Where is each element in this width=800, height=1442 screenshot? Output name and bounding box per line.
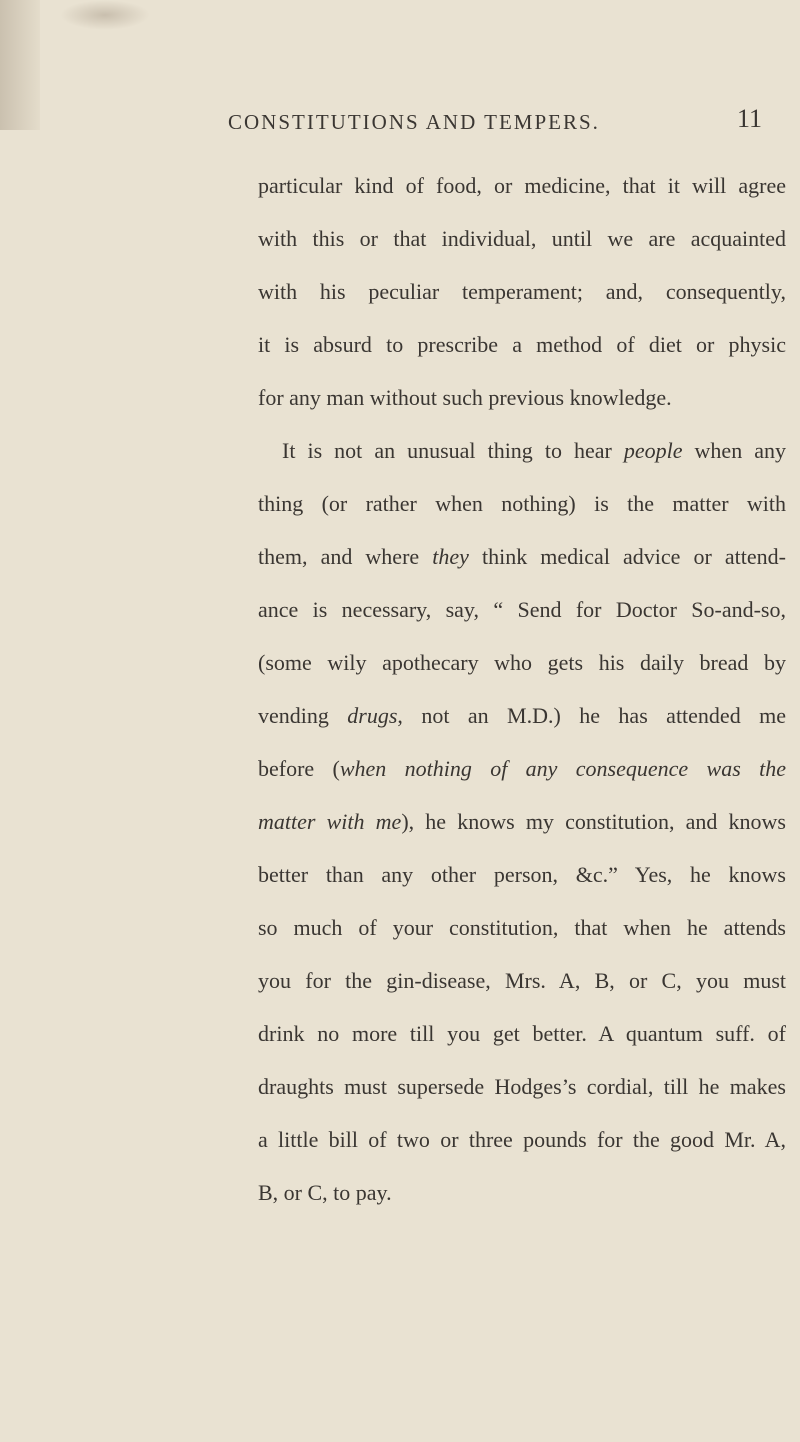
text-segment: better than any other person, &c.” Yes, he knows — [258, 862, 786, 887]
text-segment: B, or C, to pay. — [258, 1180, 392, 1205]
text-line — [258, 906, 786, 959]
italic-text: they — [432, 544, 469, 569]
body-text — [258, 164, 786, 1224]
italic-text: matter with me — [258, 809, 402, 834]
text-segment: ), he knows my constitution, and knows — [401, 809, 786, 834]
text-line — [258, 323, 786, 376]
text-segment: them, and where — [258, 544, 433, 569]
italic-text: when nothing of any consequence was the — [339, 756, 786, 781]
italic-text: people — [623, 438, 683, 463]
text-line — [258, 429, 786, 482]
text-line — [258, 217, 786, 270]
text-segment: you for the gin-disease, Mrs. A, B, or C, you must — [258, 968, 786, 993]
text-segment: when any — [682, 438, 786, 463]
italic-text: drugs — [347, 703, 398, 728]
text-segment: with this or that individual, until we are acquainted — [258, 226, 786, 251]
text-segment: thing (or rather when nothing) is the matter with — [258, 491, 786, 516]
text-line — [258, 482, 786, 535]
text-line — [258, 694, 786, 747]
text-segment: drink no more till you get better. A quantum suff. of — [258, 1021, 786, 1046]
page-header — [228, 104, 788, 138]
text-segment: ance is necessary, say, “ Send for Doctor So-and-so, — [258, 597, 786, 622]
text-line — [258, 1118, 786, 1171]
text-line — [258, 800, 786, 853]
text-line — [258, 959, 786, 1012]
text-segment: (some wily apothecary who gets his daily bread by — [258, 650, 786, 675]
text-line — [258, 535, 786, 588]
text-segment: think medical advice or attend- — [468, 544, 786, 569]
text-line — [258, 1171, 786, 1224]
text-segment: a little bill of two or three pounds for the good Mr. A, — [258, 1127, 786, 1152]
text-line — [258, 1012, 786, 1065]
paper-stain — [60, 0, 150, 30]
text-line — [258, 1065, 786, 1118]
text-line — [258, 853, 786, 906]
page-edge-shadow — [0, 0, 40, 130]
text-line — [258, 376, 786, 429]
text-segment: draughts must supersede Hodges’s cordial, till he makes — [258, 1074, 786, 1099]
text-segment: it is absurd to prescribe a method of diet or physic — [258, 332, 786, 357]
text-line — [258, 270, 786, 323]
text-segment: so much of your constitution, that when he attends — [258, 915, 786, 940]
text-segment: particular kind of food, or medicine, that it will agree — [258, 173, 786, 198]
text-segment: It is not an unusual thing to hear — [282, 438, 624, 463]
text-segment: vending — [258, 703, 348, 728]
text-line — [258, 588, 786, 641]
running-title: CONSTITUTIONS AND TEMPERS. — [228, 110, 600, 134]
text-segment: for any man without such previous knowledge. — [258, 385, 672, 410]
text-segment: , not an M.D.) he has attended me — [397, 703, 786, 728]
text-line — [258, 641, 786, 694]
text-segment: before ( — [258, 756, 340, 781]
text-line — [258, 747, 786, 800]
text-line — [258, 164, 786, 217]
page-number: 11 — [736, 104, 762, 133]
text-segment: with his peculiar temperament; and, consequently, — [258, 279, 786, 304]
